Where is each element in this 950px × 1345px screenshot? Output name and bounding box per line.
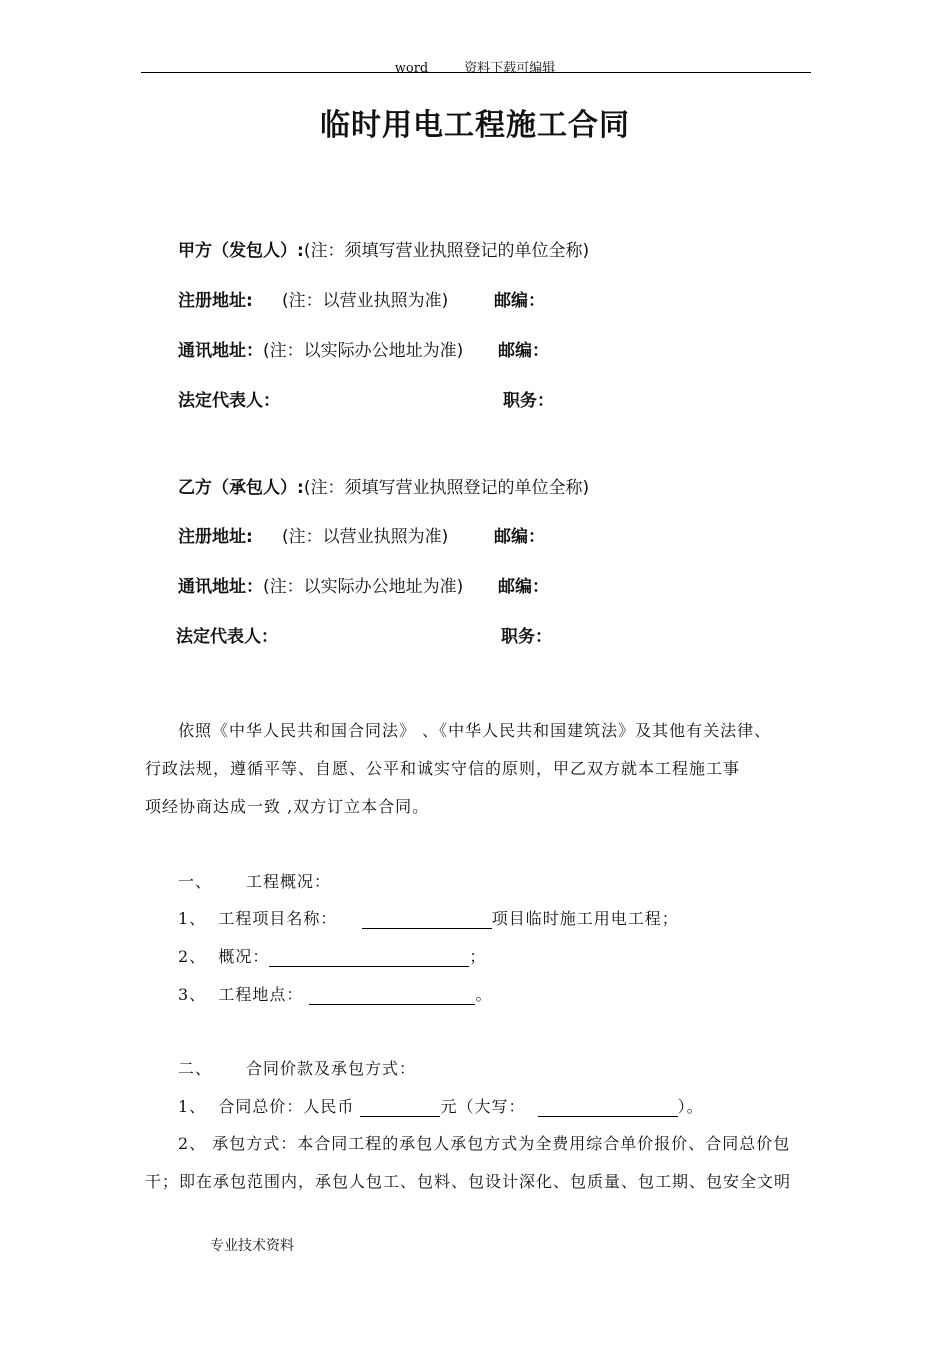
page-header: [0, 57, 950, 76]
party-a-position-label: 职务：: [503, 391, 554, 411]
overview-blank[interactable]: [269, 948, 469, 967]
contract-price-blank[interactable]: [360, 1098, 440, 1117]
party-b-rep-label: 法定代表人：: [176, 627, 278, 647]
section1-item3-num: 3、: [178, 985, 207, 1004]
party-b-position-label: 职务：: [501, 627, 552, 647]
party-a-note: (注：须填写营业执照登记的单位全称): [303, 241, 590, 261]
section1-item3: [178, 982, 492, 1005]
section2-number: 二、: [178, 1059, 213, 1078]
party-b-comm-postcode-label: 邮编：: [498, 577, 549, 597]
section1-item2-label: 概况：: [218, 947, 270, 966]
party-a-comm-postcode-label: 邮编：: [498, 341, 549, 361]
section1-item1-label: 工程项目名称：: [218, 909, 338, 928]
section2-item1-num: 1、: [178, 1097, 207, 1116]
section1-item1-num: 1、: [178, 909, 207, 928]
party-b-reg-addr-note: (注：以营业执照为准): [282, 527, 449, 547]
party-b-comm-addr-line: [178, 572, 463, 597]
section2-item2-line-1: 2、 承包方式：本合同工程的承包人承包方式为全费用综合单价报价、合同总价包: [178, 1134, 791, 1153]
header-subtitle: 资料下载可编辑: [464, 61, 556, 76]
party-b-line: [178, 473, 589, 498]
header-word: word: [394, 61, 429, 76]
party-b-comm-addr-label: 通讯地址：: [178, 577, 263, 597]
section1-item3-suffix: 。: [475, 985, 493, 1004]
section1-item1-suffix: 项目临时施工用电工程；: [491, 909, 679, 928]
price-in-words-blank[interactable]: [538, 1098, 678, 1117]
preamble-line-1: 依照《中华人民共和国合同法》 、《中华人民共和国建筑法》及其他有关法律、: [178, 721, 772, 740]
header-rule: [141, 72, 811, 73]
section1-heading: 工程概况：: [246, 872, 332, 891]
party-a-line: [178, 236, 589, 261]
section2-item1-mid: 元（大写：: [440, 1097, 526, 1116]
party-a-comm-addr-note: (注：以实际办公地址为准): [263, 341, 464, 361]
section1-item2: [178, 944, 486, 967]
section2-item1-suffix: ）。: [677, 1097, 704, 1116]
party-a-label: 甲方（发包人）:: [178, 241, 304, 261]
section1-item1: [178, 906, 679, 929]
party-b-reg-postcode-label: 邮编：: [494, 527, 545, 547]
preamble-line-3: 项经协商达成一致 ,双方订立本合同。: [145, 797, 430, 816]
location-blank[interactable]: [309, 986, 475, 1005]
section2-item1: [178, 1094, 704, 1117]
party-a-reg-postcode-label: 邮编：: [494, 291, 545, 311]
party-a-reg-addr-note: (注：以营业执照为准): [282, 291, 449, 311]
section2-item1-label: 合同总价：人民币: [218, 1097, 355, 1116]
party-b-label: 乙方（承包人）:: [178, 478, 304, 498]
party-a-rep-label: 法定代表人：: [178, 391, 280, 411]
party-a-reg-addr-label: 注册地址:: [178, 291, 253, 311]
party-b-note: (注：须填写营业执照登记的单位全称): [303, 478, 590, 498]
page-footer: 专业技术资料: [210, 1238, 294, 1254]
section1-number: 一、: [178, 872, 213, 891]
preamble-line-2: 行政法规，遵循平等、自愿、公平和诚实守信的原则，甲乙双方就本工程施工事: [145, 759, 741, 778]
project-name-blank[interactable]: [362, 910, 492, 929]
party-b-reg-addr-label: 注册地址:: [178, 527, 253, 547]
section2-heading: 合同价款及承包方式：: [246, 1059, 417, 1078]
section1-item3-label: 工程地点：: [218, 985, 304, 1004]
section2-item2-line-2: 干；即在承包范围内，承包人包工、包料、包设计深化、包质量、包工期、包安全文明: [145, 1172, 792, 1191]
party-a-comm-addr-label: 通讯地址：: [178, 341, 263, 361]
section1-item2-suffix: ；: [469, 947, 487, 966]
document-title: 临时用电工程施工合同: [320, 108, 630, 143]
party-b-comm-addr-note: (注：以实际办公地址为准): [263, 577, 464, 597]
party-a-comm-addr-line: [178, 336, 463, 361]
section1-item2-num: 2、: [178, 947, 207, 966]
